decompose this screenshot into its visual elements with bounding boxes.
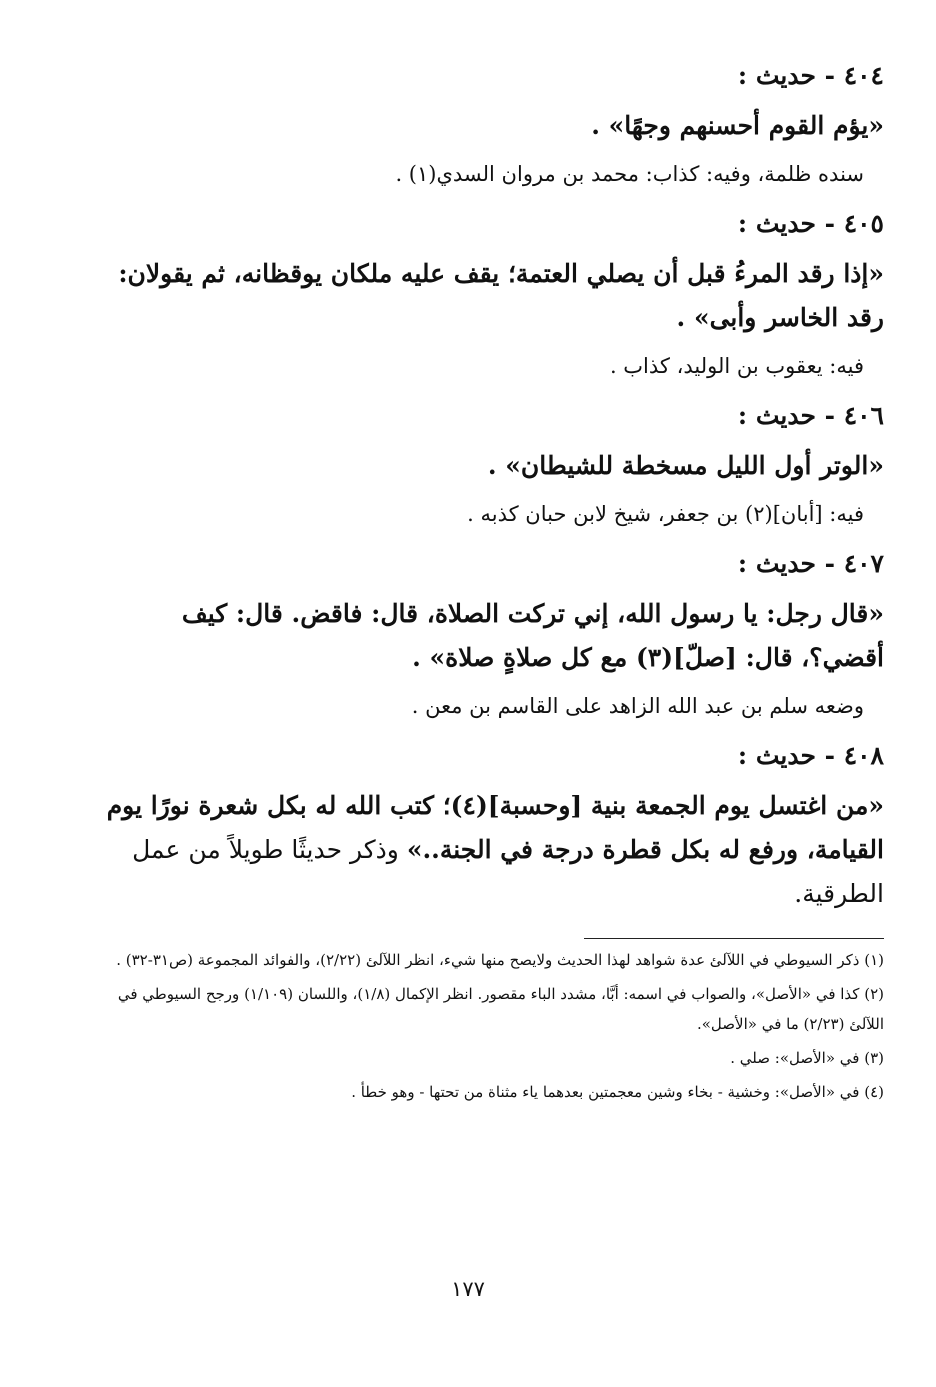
footnote-separator: [584, 938, 884, 939]
hadith-heading: ٤٠٦ - حديث :: [737, 401, 884, 430]
hadith-note: وضعه سلم بن عبد الله الزاهد على القاسم بن معن .: [411, 694, 864, 718]
hadith-note: فيه: [أبان](٢) بن جعفر، شيخ لابن حبان كذبه .: [467, 502, 864, 526]
footnote-4: (٤) في «الأصل»: وخشية - بخاء وشين معجمتين بعدهما ياء مثناة من تحتها - وهو خطأ .: [351, 1083, 884, 1101]
hadith-commentary: وذكر حديثًا طويلاً من عمل الطرقية.: [132, 835, 884, 908]
hadith-text: [92, 784, 884, 916]
page-number: ١٧٧: [451, 1277, 485, 1301]
hadith-text: [92, 252, 884, 340]
hadith-quote: «من اغتسل يوم الجمعة بنية [وحسبة](٤)؛ كتب الله له بكل شعرة نورًا يوم القيامة، ورفع له بكل قطرة درجة في الجنة..»: [106, 791, 884, 864]
footnote-1: (١) ذكر السيوطي في اللآلئ عدة شواهد لهذا الحديث ولايصح منها شيء، انظر اللآلئ (٢/٢٢)، والفوائد المجموعة (ص٣١-٣٢) .: [116, 951, 884, 969]
hadith-note: سنده ظلمة، وفيه: كذاب: محمد بن مروان السدي(١) .: [395, 162, 864, 186]
hadith-405: [92, 204, 884, 384]
footnote-2: (٢) كذا في «الأصل»، والصواب في اسمه: أبَّا، مشدد الباء مقصور. انظر الإكمال (١/٨)، واللسان (١/١٠٩) ورجح السيوطي في اللآلئ (٢/٢٣) ما في «الأصل».: [117, 985, 884, 1033]
hadith-text: [92, 444, 884, 488]
footnote-3: (٣) في «الأصل»: صلي .: [730, 1049, 884, 1067]
hadith-text: [92, 592, 884, 680]
footnotes: [92, 945, 884, 1107]
hadith-quote: «يؤم القوم أحسنهم وجهًا» .: [591, 111, 884, 140]
hadith-quote: «قال رجل: يا رسول الله، إني تركت الصلاة، قال: فاقض. قال: كيف أقضي؟، قال: [صلّ](٣) مع كل صلاةٍ صلاة» .: [181, 599, 884, 672]
hadith-note: فيه: يعقوب بن الوليد، كذاب .: [609, 354, 864, 378]
hadith-408: [92, 736, 884, 916]
hadith-heading: ٤٠٧ - حديث :: [737, 549, 884, 578]
hadith-quote: «إذا رقد المرءُ قبل أن يصلي العتمة؛ يقف عليه ملكان يوقظانه، ثم يقولان: رقد الخاسر وأبى» .: [118, 259, 884, 332]
hadith-heading: ٤٠٤ - حديث :: [737, 61, 884, 90]
hadith-quote: «الوتر أول الليل مسخطة للشيطان» .: [487, 451, 884, 480]
hadith-text: [92, 104, 884, 148]
hadith-406: [92, 396, 884, 532]
hadith-heading: ٤٠٨ - حديث :: [737, 741, 884, 770]
hadith-heading: ٤٠٥ - حديث :: [737, 209, 884, 238]
hadith-404: [92, 56, 884, 192]
hadith-407: [92, 544, 884, 724]
